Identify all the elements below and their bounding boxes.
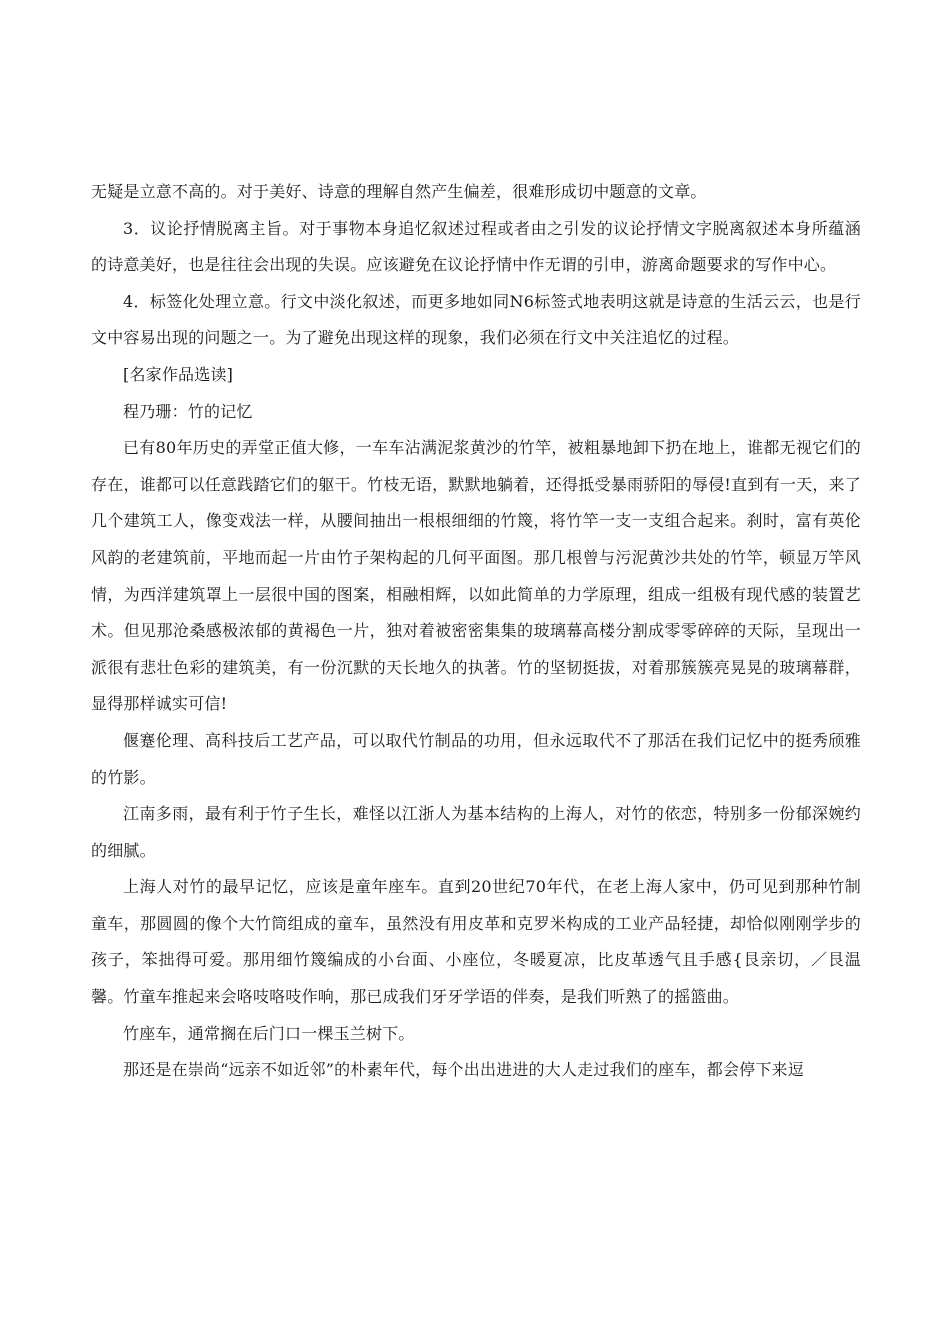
paragraph-body: 偃蹇伦理、高科技后工艺产品，可以取代竹制品的功用，但永远取代不了那活在我们记忆中的挺秀颀雅的竹影。	[91, 730, 861, 787]
document-body	[91, 174, 861, 1089]
paragraph-body: 江南多雨，最有利于竹子生长，难怪以江浙人为基本结构的上海人，对竹的依恋，特别多一份郁深婉约的细腻。	[91, 804, 861, 860]
paragraph-point-3: 3．议论抒情脱离主旨。对于事物本身追忆叙述过程或者由之引发的议论抒情文字脱离叙述本身所蕴涵的诗意美好，也是往往会出现的失误。应该避免在议论抒情中作无谓的引申，游离命题要求的写作中心。	[91, 218, 861, 275]
section-heading: [名家作品选读]	[123, 364, 234, 384]
paragraph-point-4: 4．标签化处理立意。行文中淡化叙述，而更多地如同N6标签式地表明这就是诗意的生活云云，也是行文中容易出现的问题之一。为了避免出现这样的现象，我们必须在行文中关注追忆的过程。	[91, 291, 861, 348]
article-title: 程乃珊：竹的记忆	[123, 401, 253, 421]
paragraph-body: 那还是在崇尚“远亲不如近邻”的朴素年代，每个出出进进的大人走过我们的座车，都会停下来逗	[123, 1060, 804, 1080]
paragraph-body: 上海人对竹的最早记忆，应该是童年座车。直到20世纪70年代，在老上海人家中，仍可见到那种竹制童车，那圆圆的像个大竹筒组成的童车，虽然没有用皮革和克罗米构成的工业产品轻捷，却恰似刚刚学步的孩子，笨拙得可爱。那用细竹篾编成的小台面、小座位，冬暖夏凉，比皮革透气且手感{艮亲切，／艮温馨。竹童车推起来会咯吱咯吱作响，那已成我们牙牙学语的伴奏，是我们听熟了的摇篮曲。	[91, 877, 861, 1007]
paragraph-body: 竹座车，通常搁在后门口一棵玉兰树下。	[123, 1023, 415, 1043]
paragraph-body: 已有80年历史的弄堂正值大修，一车车沾满泥浆黄沙的竹竿，被粗暴地卸下扔在地上，谁都无视它们的存在，谁都可以任意践踏它们的躯干。竹枝无语，默默地躺着，还得抵受暴雨骄阳的辱侵!直到有一天，来了几个建筑工人，像变戏法一样，从腰间抽出一根根细细的竹篾，将竹竿一支一支组合起来。刹时，富有英伦风韵的老建筑前，平地而起一片由竹子架构起的几何平面图。那几根曾与污泥黄沙共处的竹竿，顿显万竿风情，为西洋建筑罩上一层很中国的图案，相融相辉，以如此简单的力学原理，组成一组极有现代感的装置艺术。但见那沧桑感极浓郁的黄褐色一片，独对着被密密集集的玻璃幕高楼分割成零零碎碎的天际，呈现出一派很有悲壮色彩的建筑美，有一份沉默的天长地久的执著。竹的坚韧挺拔，对着那簇簇亮晃晃的玻璃幕群，显得那样诚实可信!	[91, 438, 861, 714]
paragraph-continuation: 无疑是立意不高的。对于美好、诗意的理解自然产生偏差，很难形成切中题意的文章。	[91, 182, 707, 201]
